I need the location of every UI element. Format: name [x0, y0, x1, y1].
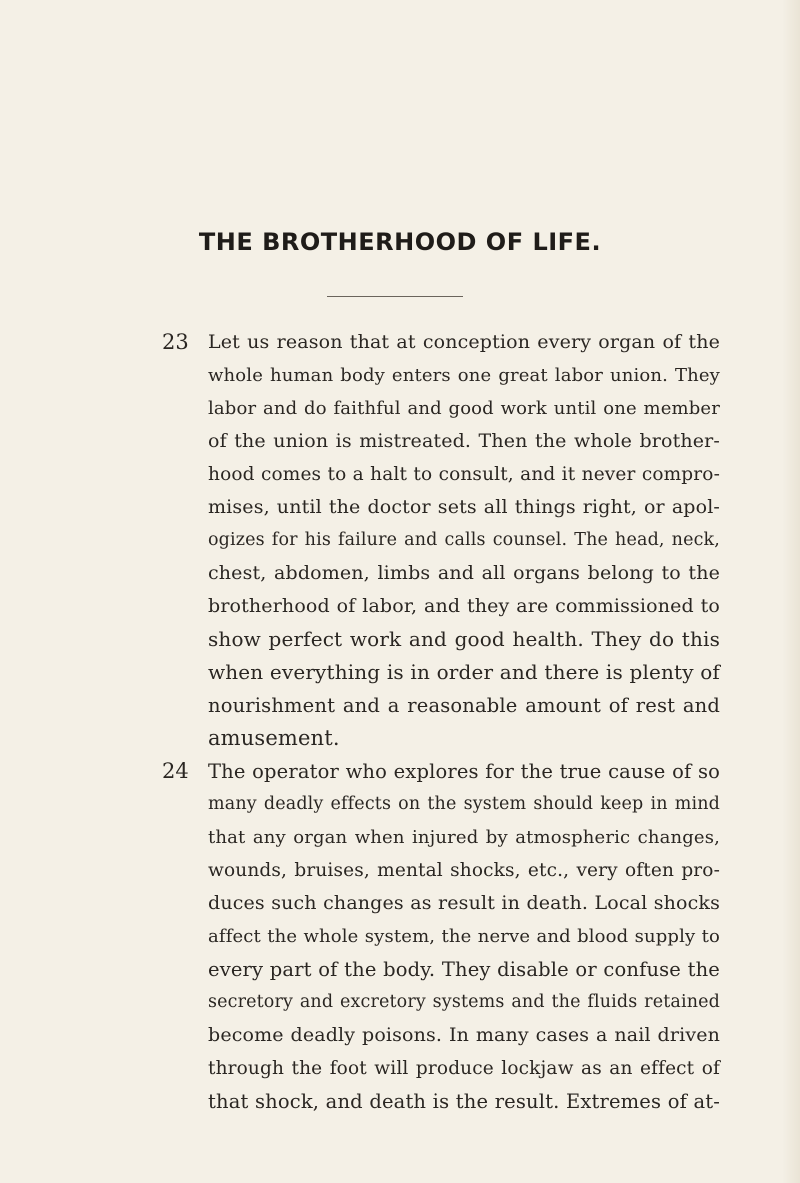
body-text — [0, 326, 800, 1118]
text-line: through the foot will produce lockjaw as an effect of — [208, 1058, 720, 1079]
text-line: The operator who explores for the true cause of so — [208, 760, 720, 783]
text-line: hood comes to a halt to consult, and it never compro- — [208, 464, 720, 485]
text-line: become deadly poisons. In many cases a nail driven — [208, 1024, 720, 1046]
text-line: of the union is mistreated. Then the whole brother- — [208, 430, 720, 452]
text-line: affect the whole system, the nerve and blood supply to — [208, 926, 720, 947]
paragraph-number: 23 — [162, 330, 189, 354]
text-line: Let us reason that at conception every organ of the — [208, 331, 720, 353]
paragraph-number: 24 — [162, 759, 189, 783]
running-head: THE BROTHERHOOD OF LIFE. — [198, 228, 602, 256]
text-line: that any organ when injured by atmospheric changes, — [208, 827, 720, 848]
text-line: show perfect work and good health. They do this — [208, 627, 720, 651]
text-line: wounds, bruises, mental shocks, etc., very often pro- — [208, 860, 720, 881]
text-line: secretory and excretory systems and the fluids retained — [208, 992, 720, 1012]
paragraph-23 — [0, 326, 720, 755]
text-line: that shock, and death is the result. Extremes of at- — [208, 1090, 720, 1113]
text-line: every part of the body. They disable or confuse the — [208, 958, 720, 981]
text-line: labor and do faithful and good work until one member — [208, 398, 720, 419]
text-line: whole human body enters one great labor union. They — [208, 365, 720, 386]
text-line: when everything is in order and there is plenty of — [208, 660, 720, 684]
text-line: chest, abdomen, limbs and all organs belong to the — [208, 562, 720, 584]
text-line: nourishment and a reasonable amount of rest and — [208, 694, 720, 717]
header-rule — [327, 296, 463, 297]
paragraph-24 — [0, 755, 720, 1118]
text-line: mises, until the doctor sets all things right, or apol- — [208, 496, 720, 518]
text-line: amusement. — [208, 726, 340, 750]
text-line: brotherhood of labor, and they are commissioned to — [208, 595, 720, 617]
text-line: duces such changes as result in death. Local shocks — [208, 892, 720, 914]
text-line: ogizes for his failure and calls counsel. The head, neck, — [208, 530, 720, 550]
text-line: many deadly effects on the system should keep in mind — [208, 794, 720, 814]
